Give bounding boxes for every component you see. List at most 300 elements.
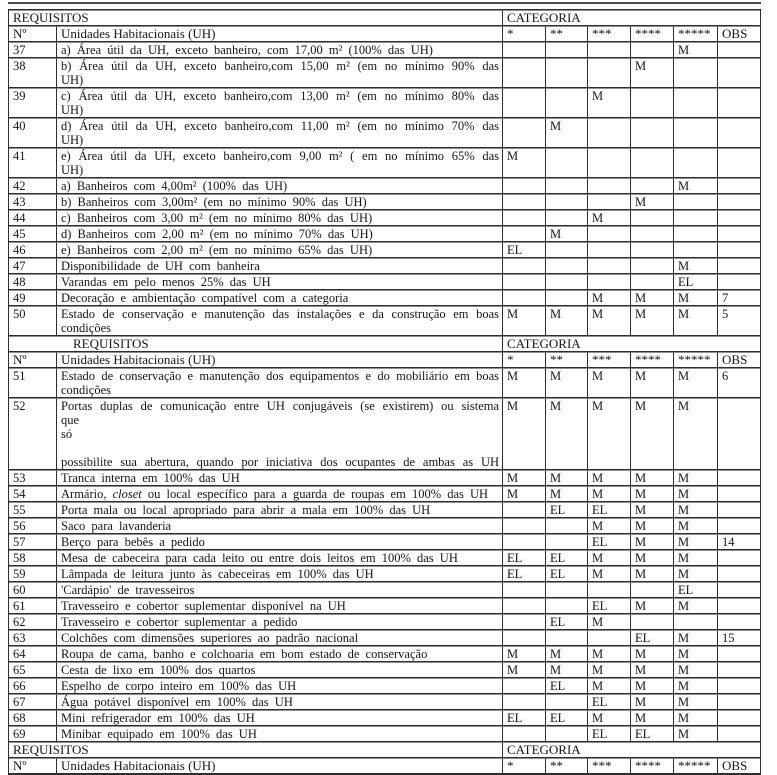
star-column-header-5: ***** — [673, 352, 717, 368]
row-number: 51 — [9, 368, 56, 398]
requisitos-header: REQUISITOS — [9, 336, 502, 352]
num-column-header: Nº — [9, 26, 56, 42]
row-number: 44 — [9, 210, 56, 226]
description-line: Roupa de cama, banho e colchoaria em bom estado de conservação — [61, 647, 428, 661]
table-row — [9, 58, 760, 88]
row-description — [56, 726, 502, 742]
category-mark-cell: M — [502, 368, 545, 398]
category-mark-cell: EL — [587, 598, 630, 614]
description-line: Disponibilidade de UH com banheira — [61, 259, 260, 273]
category-mark-cell — [545, 726, 587, 742]
row-description — [56, 646, 502, 662]
category-mark-cell — [502, 534, 545, 550]
category-mark-cell: EL — [630, 630, 673, 646]
table-row — [9, 518, 760, 534]
category-mark-cell — [673, 88, 717, 118]
row-number: 59 — [9, 566, 56, 582]
category-mark-cell: M — [502, 662, 545, 678]
category-mark-cell — [502, 88, 545, 118]
table-row — [9, 534, 760, 550]
obs-cell — [717, 148, 760, 178]
obs-column-header: OBS — [717, 758, 760, 774]
category-mark-cell — [587, 274, 630, 290]
description-line: condições — [61, 321, 111, 335]
category-mark-cell — [587, 118, 630, 148]
category-mark-cell — [545, 194, 587, 210]
category-mark-cell — [630, 118, 673, 148]
category-mark-cell: M — [630, 662, 673, 678]
description-line: 'Cardápio' de travesseiros — [61, 583, 195, 597]
requirements-table — [8, 9, 761, 775]
row-number: 68 — [9, 710, 56, 726]
table-row — [9, 694, 760, 710]
row-description — [56, 486, 502, 502]
description-line: c) Banheiros com 3,00 m² (em no mínimo 80% das UH) — [61, 211, 373, 225]
row-number: 53 — [9, 470, 56, 486]
table-row — [9, 662, 760, 678]
category-mark-cell: EL — [630, 726, 673, 742]
category-mark-cell: M — [587, 368, 630, 398]
row-description — [56, 678, 502, 694]
category-mark-cell: EL — [587, 534, 630, 550]
category-mark-cell — [545, 42, 587, 58]
category-mark-cell: M — [630, 678, 673, 694]
star-column-header-4: **** — [630, 758, 673, 774]
description-line: Travesseiro e cobertor suplementar a pedido — [61, 615, 298, 629]
obs-cell: 7 — [717, 290, 760, 306]
category-mark-cell: M — [630, 550, 673, 566]
row-description — [56, 194, 502, 210]
category-mark-cell: EL — [545, 710, 587, 726]
row-number: 38 — [9, 58, 56, 88]
category-mark-cell — [502, 726, 545, 742]
category-mark-cell — [502, 290, 545, 306]
category-mark-cell: M — [673, 368, 717, 398]
category-mark-cell: M — [673, 662, 717, 678]
table-row — [9, 306, 760, 336]
obs-cell — [717, 710, 760, 726]
obs-cell — [717, 58, 760, 88]
row-description — [56, 710, 502, 726]
category-mark-cell: M — [673, 710, 717, 726]
obs-cell — [717, 398, 760, 470]
category-mark-cell — [502, 226, 545, 242]
obs-cell — [717, 502, 760, 518]
category-mark-cell: M — [673, 470, 717, 486]
row-description — [56, 368, 502, 398]
category-mark-cell: M — [587, 470, 630, 486]
row-description — [56, 88, 502, 118]
category-mark-cell: M — [673, 534, 717, 550]
row-description — [56, 274, 502, 290]
category-mark-cell — [630, 242, 673, 258]
obs-cell — [717, 614, 760, 630]
category-mark-cell: M — [630, 194, 673, 210]
category-mark-cell — [587, 582, 630, 598]
top-rule — [8, 2, 761, 4]
row-number: 69 — [9, 726, 56, 742]
category-mark-cell: EL — [502, 242, 545, 258]
section-header-row — [9, 742, 760, 758]
row-description — [56, 306, 502, 336]
category-mark-cell — [502, 258, 545, 274]
row-description — [56, 210, 502, 226]
description-line — [61, 441, 499, 455]
obs-cell — [717, 694, 760, 710]
obs-cell: 5 — [717, 306, 760, 336]
row-number: 40 — [9, 118, 56, 148]
table-row — [9, 258, 760, 274]
category-mark-cell: M — [502, 306, 545, 336]
description-line: d) Área útil da UH, exceto banheiro,com 11,00 m² (em no mínimo 70% das — [61, 119, 500, 133]
obs-cell — [717, 662, 760, 678]
category-mark-cell: M — [587, 518, 630, 534]
category-mark-cell — [502, 614, 545, 630]
obs-cell — [717, 470, 760, 486]
table-row — [9, 678, 760, 694]
category-mark-cell — [545, 534, 587, 550]
category-mark-cell: EL — [587, 726, 630, 742]
category-mark-cell — [502, 630, 545, 646]
row-number: 46 — [9, 242, 56, 258]
category-mark-cell — [545, 242, 587, 258]
category-mark-cell: M — [587, 290, 630, 306]
star-column-header-2: ** — [545, 758, 587, 774]
obs-cell — [717, 178, 760, 194]
description-line: Varandas em pelo menos 25% das UH — [61, 275, 271, 289]
table-row — [9, 290, 760, 306]
num-column-header: Nº — [9, 352, 56, 368]
category-mark-cell: M — [630, 486, 673, 502]
category-mark-cell: M — [673, 646, 717, 662]
obs-cell — [717, 258, 760, 274]
table-row — [9, 194, 760, 210]
category-mark-cell — [630, 226, 673, 242]
category-mark-cell — [545, 148, 587, 178]
row-description — [56, 290, 502, 306]
category-mark-cell: M — [630, 470, 673, 486]
row-number: 52 — [9, 398, 56, 470]
category-mark-cell — [630, 210, 673, 226]
description-line: UH) — [61, 133, 84, 147]
obs-cell — [717, 274, 760, 290]
table-row — [9, 274, 760, 290]
category-mark-cell: EL — [587, 694, 630, 710]
category-mark-cell: M — [673, 178, 717, 194]
category-mark-cell: M — [545, 470, 587, 486]
description-line: Saco para lavanderia — [61, 519, 172, 533]
description-text-pre: Armário, — [61, 487, 113, 501]
table-row — [9, 42, 760, 58]
row-number: 54 — [9, 486, 56, 502]
category-mark-cell: M — [545, 368, 587, 398]
requisitos-header: REQUISITOS — [9, 10, 502, 26]
category-mark-cell — [587, 58, 630, 88]
category-mark-cell: M — [502, 148, 545, 178]
table-row — [9, 630, 760, 646]
category-mark-cell: M — [630, 646, 673, 662]
row-number: 41 — [9, 148, 56, 178]
category-mark-cell: M — [673, 598, 717, 614]
row-number: 65 — [9, 662, 56, 678]
category-mark-cell: M — [545, 398, 587, 470]
row-number: 50 — [9, 306, 56, 336]
category-mark-cell: M — [673, 726, 717, 742]
category-mark-cell — [673, 118, 717, 148]
obs-cell — [717, 242, 760, 258]
category-mark-cell: EL — [673, 582, 717, 598]
description-line: a) Área útil da UH, exceto banheiro, com 17,00 m² (100% das UH) — [61, 43, 433, 57]
category-mark-cell — [502, 582, 545, 598]
category-mark-cell: M — [587, 614, 630, 630]
table-row — [9, 614, 760, 630]
row-number: 56 — [9, 518, 56, 534]
description-line: UH) — [61, 103, 84, 117]
category-mark-cell: M — [673, 486, 717, 502]
obs-cell — [717, 118, 760, 148]
table-row — [9, 210, 760, 226]
category-mark-cell: M — [673, 42, 717, 58]
obs-cell: 15 — [717, 630, 760, 646]
category-mark-cell: M — [502, 646, 545, 662]
star-column-header-4: **** — [630, 26, 673, 42]
table-row — [9, 486, 760, 502]
table-row — [9, 710, 760, 726]
star-column-header-3: *** — [587, 352, 630, 368]
table-row — [9, 88, 760, 118]
table-row — [9, 550, 760, 566]
description-line: Travesseiro e cobertor suplementar disponível na UH — [61, 599, 346, 613]
category-mark-cell: M — [673, 502, 717, 518]
category-mark-cell — [673, 226, 717, 242]
description-line: Portas duplas de comunicação entre UH conjugáveis (se existirem) ou sistema que — [61, 399, 500, 427]
uh-column-header: Unidades Habitacionais (UH) — [56, 352, 502, 368]
row-description — [56, 582, 502, 598]
row-description — [56, 226, 502, 242]
category-mark-cell: M — [502, 470, 545, 486]
star-column-header-5: ***** — [673, 758, 717, 774]
category-mark-cell: M — [673, 398, 717, 470]
category-mark-cell — [630, 614, 673, 630]
row-number: 42 — [9, 178, 56, 194]
category-mark-cell — [502, 694, 545, 710]
category-mark-cell: M — [673, 518, 717, 534]
row-number: 39 — [9, 88, 56, 118]
description-line: d) Banheiros com 2,00 m² (em no mínimo 70% das UH) — [61, 227, 373, 241]
category-mark-cell — [502, 194, 545, 210]
category-mark-cell — [630, 258, 673, 274]
category-mark-cell: M — [673, 290, 717, 306]
table-row — [9, 148, 760, 178]
category-mark-cell — [502, 518, 545, 534]
category-mark-cell — [545, 290, 587, 306]
category-mark-cell: M — [587, 566, 630, 582]
category-mark-cell — [630, 42, 673, 58]
category-mark-cell: M — [630, 710, 673, 726]
row-description — [56, 550, 502, 566]
category-mark-cell — [545, 58, 587, 88]
row-description — [56, 398, 502, 470]
category-mark-cell: M — [587, 678, 630, 694]
star-column-header-2: ** — [545, 352, 587, 368]
row-description — [56, 502, 502, 518]
row-description — [56, 662, 502, 678]
description-line — [61, 487, 499, 501]
table-row — [9, 726, 760, 742]
obs-cell — [717, 582, 760, 598]
row-description — [56, 42, 502, 58]
category-mark-cell — [587, 258, 630, 274]
section-header-row — [9, 336, 760, 352]
row-description — [56, 470, 502, 486]
category-mark-cell — [502, 678, 545, 694]
star-column-header-4: **** — [630, 352, 673, 368]
obs-cell — [717, 550, 760, 566]
category-mark-cell: EL — [545, 550, 587, 566]
category-mark-cell — [545, 210, 587, 226]
row-description — [56, 534, 502, 550]
requisitos-header: REQUISITOS — [9, 742, 502, 758]
category-mark-cell: M — [587, 210, 630, 226]
category-mark-cell — [502, 274, 545, 290]
description-line: e) Área útil da UH, exceto banheiro,com 9,00 m² ( em no mínimo 65% das — [61, 149, 500, 163]
star-column-header-1: * — [502, 26, 545, 42]
obs-cell — [717, 210, 760, 226]
category-mark-cell — [587, 242, 630, 258]
description-line: a) Banheiros com 4,00m² (100% das UH) — [61, 179, 288, 193]
row-number: 60 — [9, 582, 56, 598]
description-line: Porta mala ou local apropriado para abrir a mala em 100% das UH — [61, 503, 431, 517]
category-mark-cell — [502, 210, 545, 226]
row-number: 43 — [9, 194, 56, 210]
table-row — [9, 502, 760, 518]
category-mark-cell — [587, 42, 630, 58]
category-mark-cell: M — [587, 306, 630, 336]
description-line: Mini refrigerador em 100% das UH — [61, 711, 255, 725]
obs-cell — [717, 42, 760, 58]
category-mark-cell — [502, 598, 545, 614]
category-mark-cell: EL — [545, 566, 587, 582]
description-text-post: ou local específico para a guarda de roupas em 100% das UH — [141, 487, 489, 501]
category-mark-cell: M — [630, 290, 673, 306]
category-mark-cell: M — [673, 306, 717, 336]
description-text-italic: closet — [112, 487, 142, 501]
category-mark-cell — [545, 274, 587, 290]
category-mark-cell — [673, 242, 717, 258]
category-mark-cell: M — [545, 226, 587, 242]
row-number: 61 — [9, 598, 56, 614]
star-column-header-2: ** — [545, 26, 587, 42]
row-number: 66 — [9, 678, 56, 694]
row-description — [56, 694, 502, 710]
category-mark-cell — [630, 148, 673, 178]
category-mark-cell — [502, 178, 545, 194]
category-mark-cell: EL — [545, 502, 587, 518]
category-mark-cell: M — [673, 630, 717, 646]
category-mark-cell: EL — [587, 502, 630, 518]
description-line: c) Área útil da UH, exceto banheiro,com 13,00 m² (em no mínimo 80% das — [61, 89, 500, 103]
category-mark-cell: M — [630, 534, 673, 550]
category-mark-cell — [587, 178, 630, 194]
category-mark-cell — [630, 178, 673, 194]
row-number: 63 — [9, 630, 56, 646]
category-mark-cell — [545, 582, 587, 598]
obs-column-header: OBS — [717, 352, 760, 368]
row-description — [56, 614, 502, 630]
description-line: Água potável disponível em 100% das UH — [61, 695, 293, 709]
category-mark-cell: M — [587, 88, 630, 118]
description-line: UH) — [61, 163, 84, 177]
star-column-header-1: * — [502, 758, 545, 774]
category-mark-cell: EL — [545, 614, 587, 630]
obs-cell — [717, 678, 760, 694]
table-row — [9, 398, 760, 470]
category-mark-cell: EL — [673, 274, 717, 290]
category-mark-cell: M — [630, 598, 673, 614]
row-description — [56, 566, 502, 582]
table-row — [9, 598, 760, 614]
column-header-row — [9, 352, 760, 368]
obs-column-header: OBS — [717, 26, 760, 42]
star-column-header-5: ***** — [673, 26, 717, 42]
table-row — [9, 470, 760, 486]
row-description — [56, 58, 502, 88]
star-column-header-3: *** — [587, 26, 630, 42]
row-number: 47 — [9, 258, 56, 274]
category-mark-cell: M — [673, 694, 717, 710]
obs-cell — [717, 486, 760, 502]
description-line: Espelho de corpo inteiro em 100% das UH — [61, 679, 297, 693]
row-number: 64 — [9, 646, 56, 662]
row-number: 49 — [9, 290, 56, 306]
num-column-header: Nº — [9, 758, 56, 774]
row-description — [56, 118, 502, 148]
category-mark-cell: M — [587, 550, 630, 566]
category-mark-cell — [673, 194, 717, 210]
category-mark-cell: M — [545, 486, 587, 502]
categoria-header: CATEGORIA — [502, 10, 760, 26]
category-mark-cell — [545, 598, 587, 614]
category-mark-cell: M — [630, 58, 673, 88]
description-line: possibilite sua abertura, quando por iniciativa dos ocupantes de ambas as UH — [61, 455, 500, 469]
table-row — [9, 566, 760, 582]
category-mark-cell — [587, 194, 630, 210]
description-line: Colchões com dimensões superiores ao padrão nacional — [61, 631, 359, 645]
category-mark-cell: M — [545, 646, 587, 662]
category-mark-cell — [587, 630, 630, 646]
table-row — [9, 178, 760, 194]
obs-cell: 14 — [717, 534, 760, 550]
obs-cell — [717, 598, 760, 614]
description-line: Minibar equipado em 100% das UH — [61, 727, 257, 741]
star-column-header-1: * — [502, 352, 545, 368]
category-mark-cell — [630, 582, 673, 598]
category-mark-cell — [545, 258, 587, 274]
category-mark-cell — [545, 178, 587, 194]
category-mark-cell: M — [587, 710, 630, 726]
category-mark-cell: M — [587, 398, 630, 470]
row-number: 37 — [9, 42, 56, 58]
category-mark-cell — [502, 58, 545, 88]
category-mark-cell: M — [630, 566, 673, 582]
obs-cell — [717, 194, 760, 210]
category-mark-cell — [630, 274, 673, 290]
row-description — [56, 518, 502, 534]
section-header-row — [9, 10, 760, 26]
category-mark-cell: M — [673, 678, 717, 694]
category-mark-cell: M — [630, 368, 673, 398]
table-row — [9, 226, 760, 242]
